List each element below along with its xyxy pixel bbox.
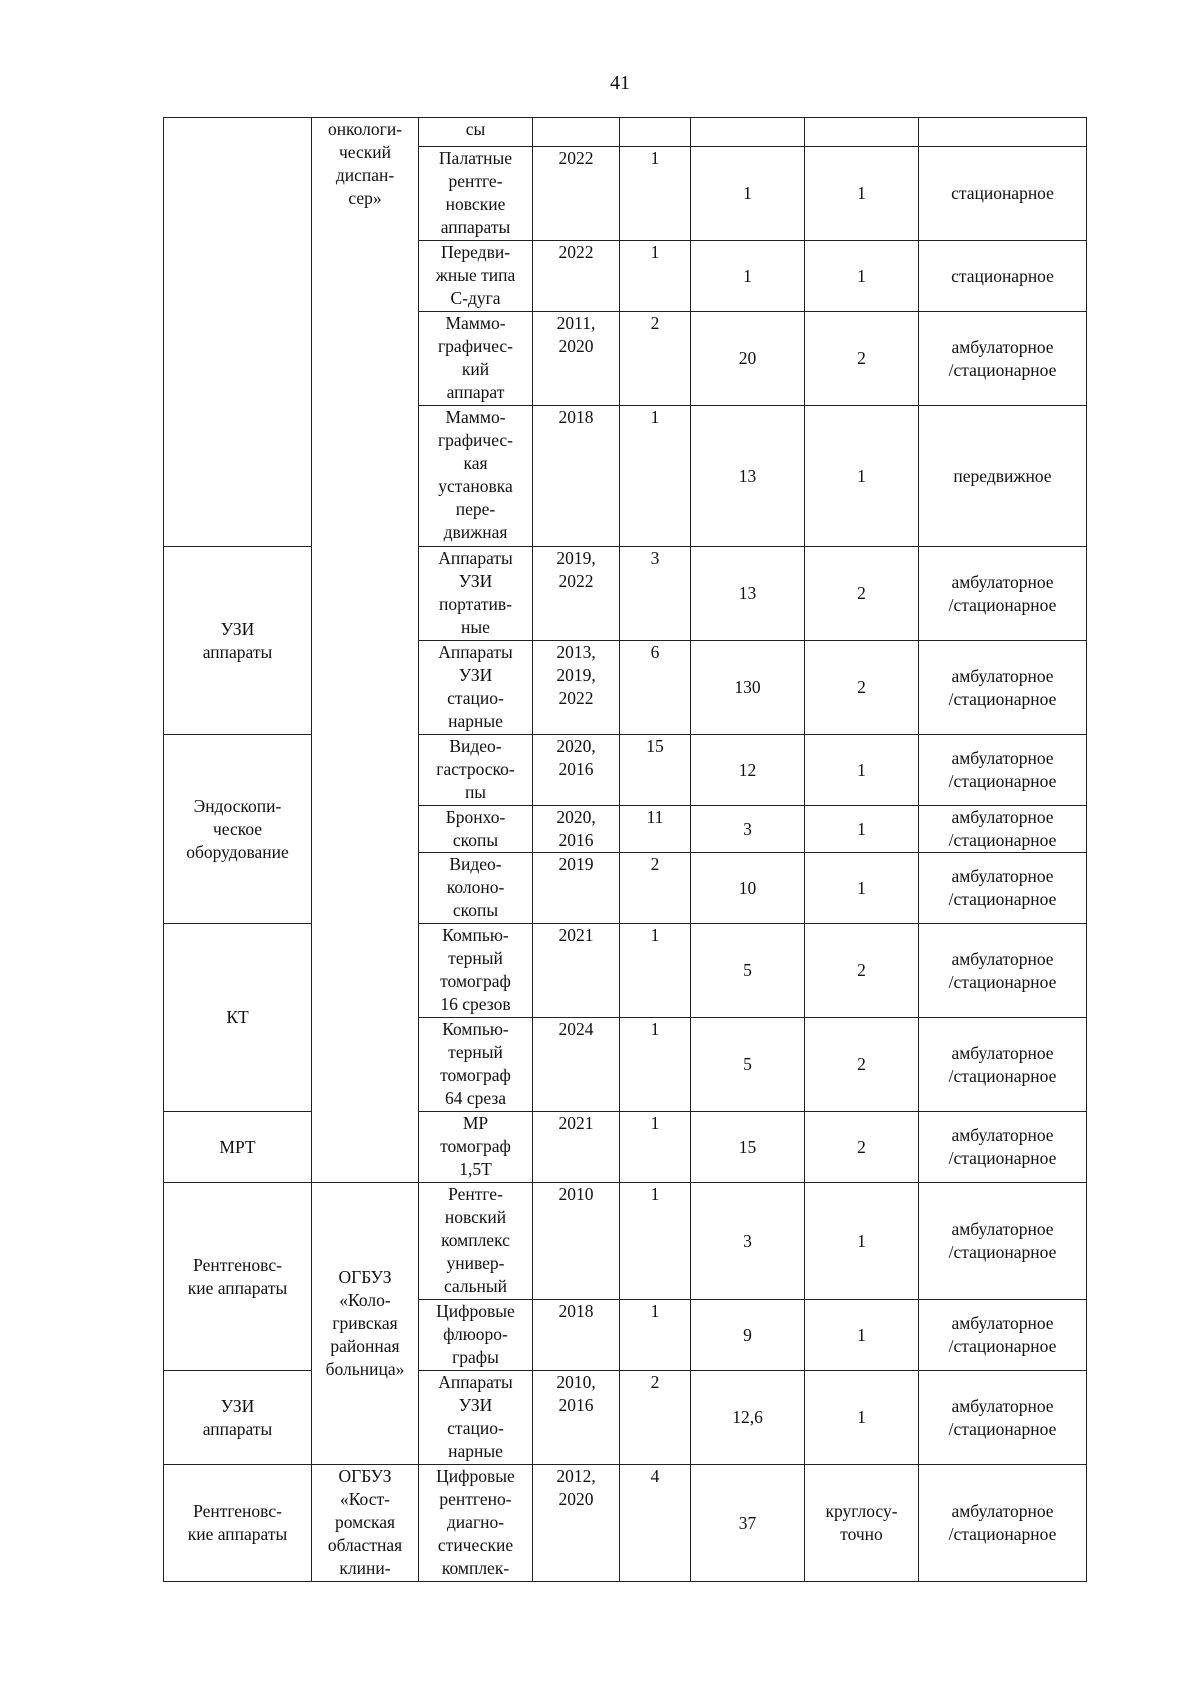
years-cell — [533, 118, 620, 147]
shifts-cell: 1 — [805, 735, 919, 806]
category-cell-empty — [164, 118, 312, 547]
quantity-cell: 15 — [620, 735, 691, 806]
load-cell: 5 — [691, 1018, 805, 1112]
quantity-cell: 1 — [620, 406, 691, 547]
years-cell: 2011, 2020 — [533, 312, 620, 406]
mode-cell: амбулаторное /стационарное — [919, 1018, 1087, 1112]
quantity-cell: 11 — [620, 806, 691, 853]
mode-cell: амбулаторное /стационарное — [919, 1465, 1087, 1582]
mode-cell: амбулаторное /стационарное — [919, 547, 1087, 641]
equipment-cell: Рентге- новский комплекс универ- сальный — [419, 1183, 533, 1300]
table-row — [164, 547, 1087, 641]
shifts-cell: 1 — [805, 1371, 919, 1465]
equipment-cell: Видео- гастроско- пы — [419, 735, 533, 806]
mode-cell: амбулаторное /стационарное — [919, 924, 1087, 1018]
category-cell: УЗИ аппараты — [164, 547, 312, 735]
equipment-cell: Цифровые рентгено- диагно- стические комплек- — [419, 1465, 533, 1582]
shifts-cell: 1 — [805, 1183, 919, 1300]
years-cell: 2020, 2016 — [533, 806, 620, 853]
mode-cell: амбулаторное /стационарное — [919, 853, 1087, 924]
equipment-cell: Компью- терный томограф 64 среза — [419, 1018, 533, 1112]
category-cell: Рентгеновс- кие аппараты — [164, 1183, 312, 1371]
mode-cell: стационарное — [919, 241, 1087, 312]
equipment-cell: Маммо- графичес- кая установка пере- движная — [419, 406, 533, 547]
equipment-cell: МР томограф 1,5Т — [419, 1112, 533, 1183]
page-number: 41 — [610, 72, 630, 94]
quantity-cell: 2 — [620, 1371, 691, 1465]
years-cell: 2018 — [533, 1300, 620, 1371]
years-cell: 2020, 2016 — [533, 735, 620, 806]
load-cell: 13 — [691, 547, 805, 641]
years-cell: 2018 — [533, 406, 620, 547]
mode-cell: амбулаторное /стационарное — [919, 1183, 1087, 1300]
years-cell: 2021 — [533, 1112, 620, 1183]
load-cell: 12 — [691, 735, 805, 806]
equipment-cell: Маммо- графичес- кий аппарат — [419, 312, 533, 406]
equipment-cell: сы — [419, 118, 533, 147]
shifts-cell: 1 — [805, 241, 919, 312]
equipment-cell: Компью- терный томограф 16 срезов — [419, 924, 533, 1018]
years-cell: 2024 — [533, 1018, 620, 1112]
years-cell: 2019 — [533, 853, 620, 924]
mode-cell: передвижное — [919, 406, 1087, 547]
shifts-cell: 2 — [805, 641, 919, 735]
quantity-cell: 1 — [620, 1018, 691, 1112]
years-cell: 2013, 2019, 2022 — [533, 641, 620, 735]
load-cell: 10 — [691, 853, 805, 924]
category-cell: МРТ — [164, 1112, 312, 1183]
shifts-cell: 2 — [805, 312, 919, 406]
quantity-cell: 1 — [620, 1112, 691, 1183]
equipment-cell: Аппараты УЗИ портатив- ные — [419, 547, 533, 641]
equipment-cell: Аппараты УЗИ стацио- нарные — [419, 641, 533, 735]
mode-cell: амбулаторное /стационарное — [919, 1112, 1087, 1183]
shifts-cell: 1 — [805, 147, 919, 241]
table-row — [164, 1371, 1087, 1465]
quantity-cell: 2 — [620, 853, 691, 924]
years-cell: 2022 — [533, 147, 620, 241]
category-cell: Эндоскопи- ческое оборудование — [164, 735, 312, 924]
shifts-cell: 2 — [805, 1018, 919, 1112]
category-cell: УЗИ аппараты — [164, 1371, 312, 1465]
years-cell: 2021 — [533, 924, 620, 1018]
load-cell: 3 — [691, 1183, 805, 1300]
years-cell: 2012, 2020 — [533, 1465, 620, 1582]
load-cell — [691, 118, 805, 147]
load-cell: 130 — [691, 641, 805, 735]
shifts-cell — [805, 118, 919, 147]
equipment-cell: Передви- жные типа С-дуга — [419, 241, 533, 312]
shifts-cell: 1 — [805, 1300, 919, 1371]
years-cell: 2010, 2016 — [533, 1371, 620, 1465]
years-cell: 2010 — [533, 1183, 620, 1300]
years-cell: 2019, 2022 — [533, 547, 620, 641]
load-cell: 12,6 — [691, 1371, 805, 1465]
years-cell: 2022 — [533, 241, 620, 312]
mode-cell: стационарное — [919, 147, 1087, 241]
quantity-cell: 1 — [620, 1183, 691, 1300]
quantity-cell: 4 — [620, 1465, 691, 1582]
mode-cell: амбулаторное /стационарное — [919, 312, 1087, 406]
equipment-cell: Аппараты УЗИ стацио- нарные — [419, 1371, 533, 1465]
shifts-cell: 2 — [805, 1112, 919, 1183]
load-cell: 9 — [691, 1300, 805, 1371]
mode-cell: амбулаторное /стационарное — [919, 1300, 1087, 1371]
quantity-cell: 1 — [620, 1300, 691, 1371]
shifts-cell: круглосу- точно — [805, 1465, 919, 1582]
mode-cell — [919, 118, 1087, 147]
institution-cell: ОГБУЗ «Кост- ромская областная клини- — [312, 1465, 419, 1582]
load-cell: 5 — [691, 924, 805, 1018]
institution-cell: ОГБУЗ «Коло- гривская районная больница» — [312, 1183, 419, 1465]
quantity-cell: 1 — [620, 241, 691, 312]
load-cell: 37 — [691, 1465, 805, 1582]
institution-cell: онкологи- ческий диспан- сер» — [312, 118, 419, 1183]
mode-cell: амбулаторное /стационарное — [919, 1371, 1087, 1465]
shifts-cell: 1 — [805, 853, 919, 924]
load-cell: 13 — [691, 406, 805, 547]
mode-cell: амбулаторное /стационарное — [919, 806, 1087, 853]
equipment-cell: Видео- колоно- скопы — [419, 853, 533, 924]
equipment-cell: Цифровые флюоро- графы — [419, 1300, 533, 1371]
load-cell: 3 — [691, 806, 805, 853]
shifts-cell: 2 — [805, 547, 919, 641]
quantity-cell: 1 — [620, 147, 691, 241]
load-cell: 15 — [691, 1112, 805, 1183]
quantity-cell — [620, 118, 691, 147]
category-cell: Рентгеновс- кие аппараты — [164, 1465, 312, 1582]
load-cell: 20 — [691, 312, 805, 406]
quantity-cell: 2 — [620, 312, 691, 406]
table-row — [164, 1465, 1087, 1582]
table-row — [164, 924, 1087, 1018]
shifts-cell: 2 — [805, 924, 919, 1018]
mode-cell: амбулаторное /стационарное — [919, 735, 1087, 806]
table-row — [164, 1183, 1087, 1300]
table-row — [164, 1112, 1087, 1183]
shifts-cell: 1 — [805, 806, 919, 853]
table-row — [164, 118, 1087, 147]
quantity-cell: 1 — [620, 924, 691, 1018]
load-cell: 1 — [691, 241, 805, 312]
table-row — [164, 735, 1087, 806]
equipment-cell: Палатные рентге- новские аппараты — [419, 147, 533, 241]
equipment-cell: Бронхо- скопы — [419, 806, 533, 853]
quantity-cell: 3 — [620, 547, 691, 641]
mode-cell: амбулаторное /стационарное — [919, 641, 1087, 735]
load-cell: 1 — [691, 147, 805, 241]
quantity-cell: 6 — [620, 641, 691, 735]
category-cell: КТ — [164, 924, 312, 1112]
shifts-cell: 1 — [805, 406, 919, 547]
equipment-table — [163, 117, 1087, 1582]
